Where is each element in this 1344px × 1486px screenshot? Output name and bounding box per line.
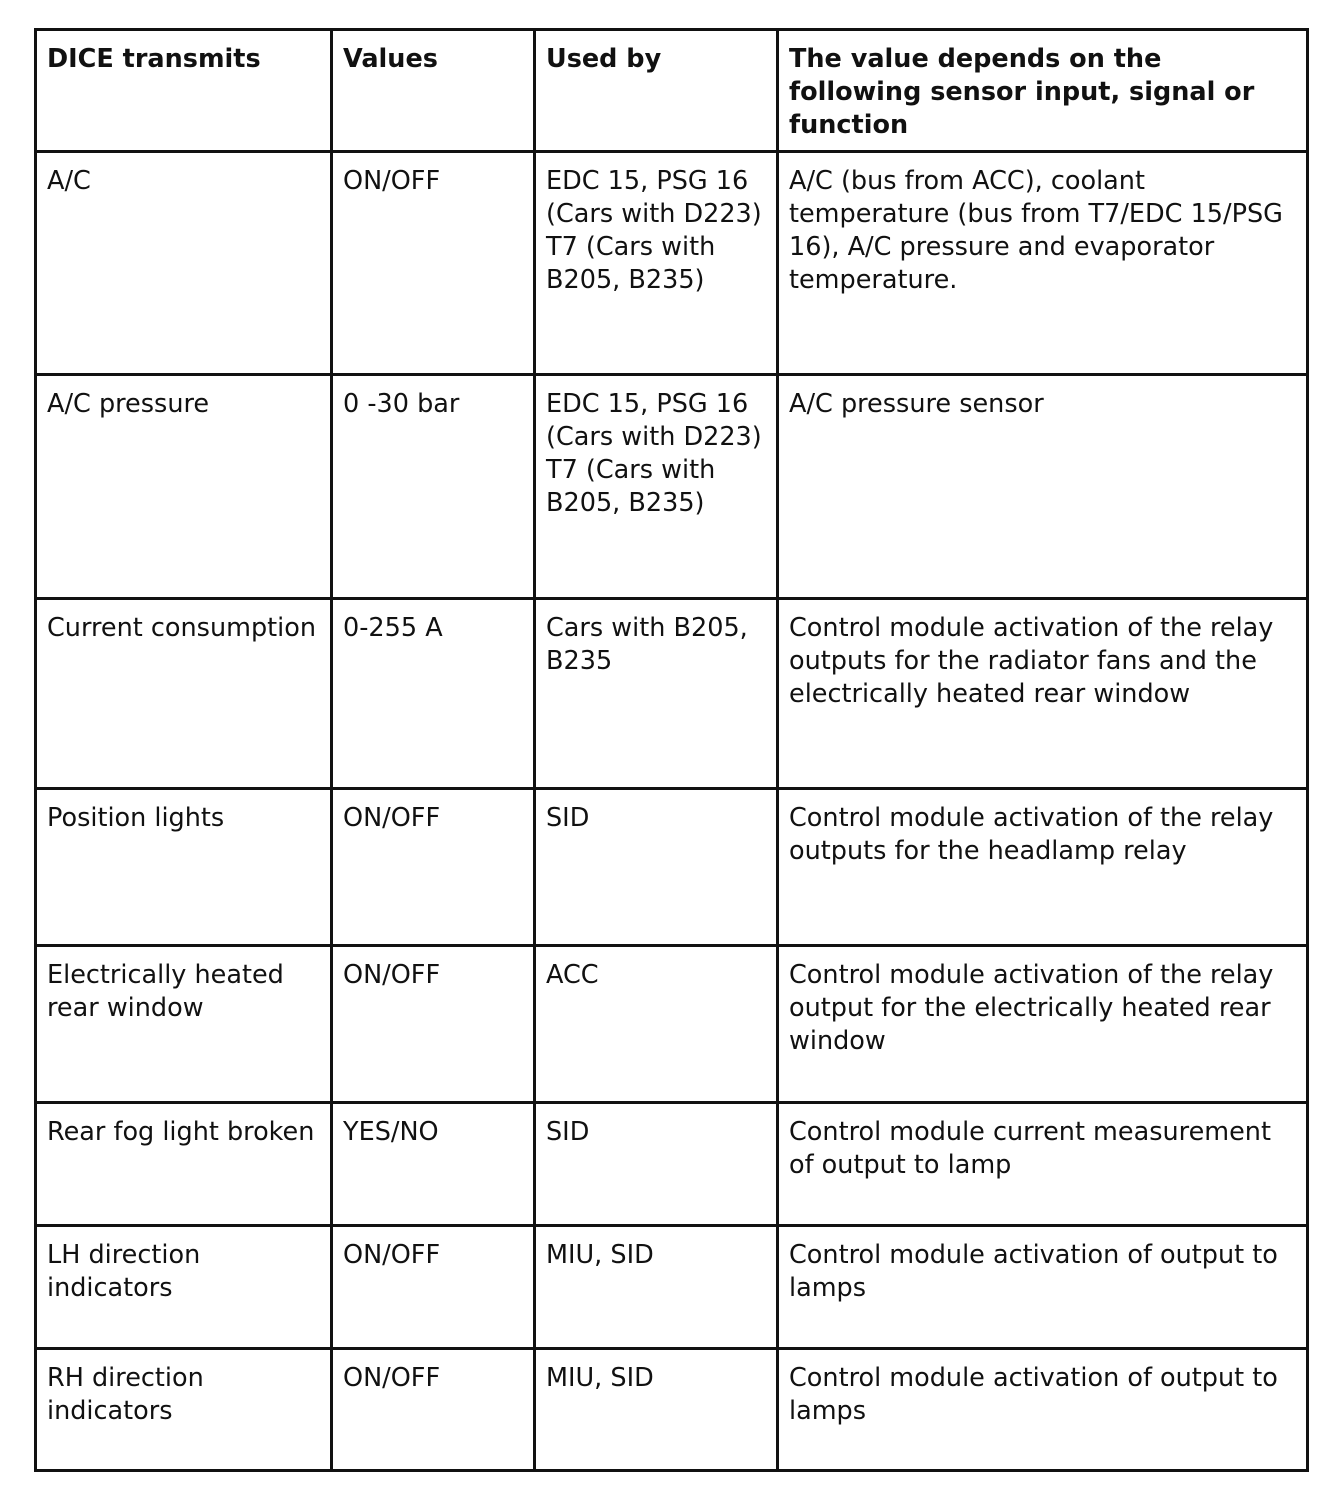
cell-signal: LH direction indicators — [36, 1226, 332, 1349]
cell-used-by: ACC — [535, 946, 778, 1103]
cell-signal: Electrically heated rear window — [36, 946, 332, 1103]
cell-depends-on: Control module activation of output to lamps — [778, 1349, 1308, 1471]
cell-signal: Position lights — [36, 789, 332, 946]
cell-depends-on: Control module activation of the relay outputs for the headlamp relay — [778, 789, 1308, 946]
cell-values: YES/NO — [332, 1103, 535, 1226]
cell-depends-on: Control module activation of output to lamps — [778, 1226, 1308, 1349]
table-header-row — [36, 30, 1308, 152]
cell-used-by: SID — [535, 789, 778, 946]
cell-used-by: SID — [535, 1103, 778, 1226]
header-values: Values — [332, 30, 535, 152]
table-row — [36, 946, 1308, 1103]
header-dice-transmits: DICE transmits — [36, 30, 332, 152]
cell-values: ON/OFF — [332, 946, 535, 1103]
table-row — [36, 789, 1308, 946]
cell-values: ON/OFF — [332, 1349, 535, 1471]
cell-depends-on: A/C (bus from ACC), coolant temperature (bus from T7/EDC 15/PSG 16), A/C pressure and evaporator temperature. — [778, 152, 1308, 375]
cell-used-by: Cars with B205, B235 — [535, 599, 778, 789]
cell-signal: A/C pressure — [36, 375, 332, 599]
cell-values: ON/OFF — [332, 152, 535, 375]
cell-signal: Current consumption — [36, 599, 332, 789]
cell-used-by: MIU, SID — [535, 1349, 778, 1471]
table-row — [36, 599, 1308, 789]
cell-used-by: MIU, SID — [535, 1226, 778, 1349]
header-used-by: Used by — [535, 30, 778, 152]
cell-values: 0-255 A — [332, 599, 535, 789]
cell-depends-on: Control module activation of the relay outputs for the radiator fans and the electrically heated rear window — [778, 599, 1308, 789]
cell-depends-on: Control module current measurement of output to lamp — [778, 1103, 1308, 1226]
cell-used-by: EDC 15, PSG 16 (Cars with D223) T7 (Cars with B205, B235) — [535, 152, 778, 375]
cell-values: ON/OFF — [332, 789, 535, 946]
cell-values: ON/OFF — [332, 1226, 535, 1349]
cell-signal: A/C — [36, 152, 332, 375]
cell-depends-on: Control module activation of the relay output for the electrically heated rear window — [778, 946, 1308, 1103]
table-row — [36, 1349, 1308, 1471]
table-row — [36, 375, 1308, 599]
cell-values: 0 -30 bar — [332, 375, 535, 599]
header-depends-on: The value depends on the following sensor input, signal or function — [778, 30, 1308, 152]
cell-signal: Rear fog light broken — [36, 1103, 332, 1226]
cell-depends-on: A/C pressure sensor — [778, 375, 1308, 599]
dice-signal-table — [34, 28, 1309, 1472]
table-row — [36, 152, 1308, 375]
cell-used-by: EDC 15, PSG 16 (Cars with D223) T7 (Cars with B205, B235) — [535, 375, 778, 599]
table-row — [36, 1103, 1308, 1226]
table-row — [36, 1226, 1308, 1349]
cell-signal: RH direction indicators — [36, 1349, 332, 1471]
